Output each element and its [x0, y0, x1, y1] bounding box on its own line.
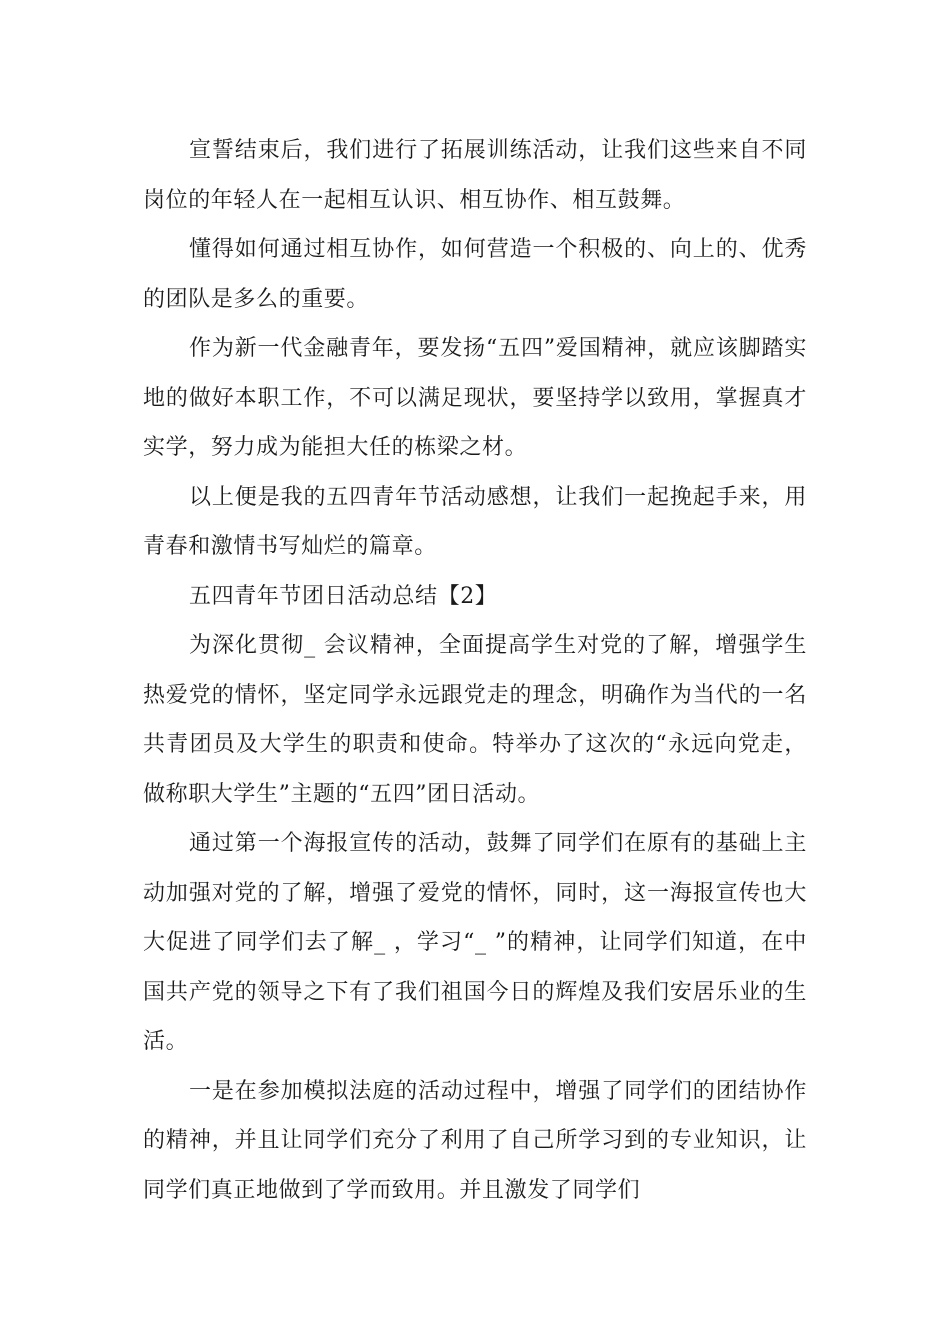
paragraph-2: 懂得如何通过相互协作，如何营造一个积极的、向上的、优秀的团队是多么的重要。	[143, 237, 807, 312]
paragraph-1: 宣誓结束后，我们进行了拓展训练活动，让我们这些来自不同岗位的年轻人在一起相互认识、相互协作、相互鼓舞。	[143, 138, 807, 213]
section-heading: 五四青年节团日活动总结【2】	[189, 583, 498, 609]
section-paragraph-3: 一是在参加模拟法庭的活动过程中，增强了同学们的团结协作的精神，并且让同学们充分了利用了自己所学习到的专业知识，让同学们真正地做到了学而致用。并且激发了同学们	[143, 1078, 807, 1203]
section-paragraph-2: 通过第一个海报宣传的活动，鼓舞了同学们在原有的基础上主动加强对党的了解，增强了爱党的情怀，同时，这一海报宣传也大大促进了同学们去了解_ ，学习“_ ”的精神，让同学们知道，在中国共产党的领导之下有了我们祖国今日的辉煌及我们安居乐业的生活。	[143, 831, 807, 1054]
paragraph-4: 以上便是我的五四青年节活动感想，让我们一起挽起手来，用青春和激情书写灿烂的篇章。	[143, 484, 807, 559]
section-paragraph-1: 为深化贯彻_ 会议精神，全面提高学生对党的了解，增强学生热爱党的情怀，坚定同学永远跟党走的理念，明确作为当代的一名共青团员及大学生的职责和使命。特举办了这次的“永远向党走，做称职大学生”主题的“五四”团日活动。	[143, 633, 807, 807]
paragraph-3: 作为新一代金融青年，要发扬“五四”爱国精神，就应该脚踏实地的做好本职工作，不可以满足现状，要坚持学以致用，掌握真才实学，努力成为能担大任的栋梁之材。	[143, 336, 807, 460]
document-body	[143, 126, 807, 1215]
